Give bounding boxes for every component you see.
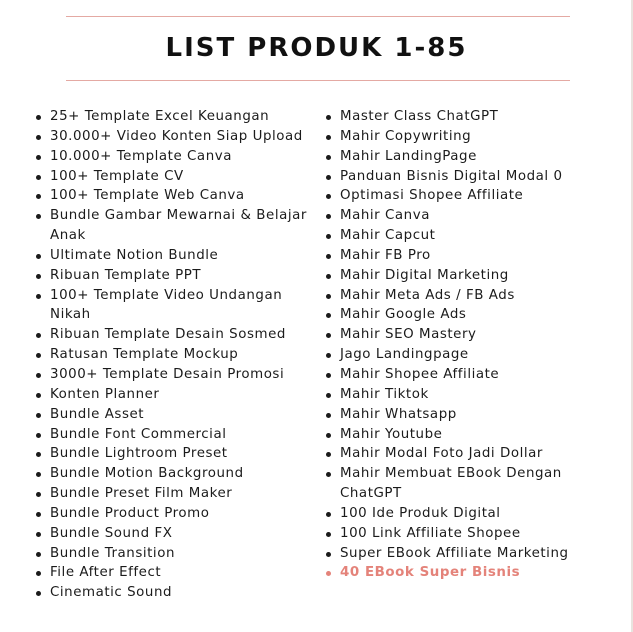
list-item: Bundle Lightroom Preset [34,444,324,464]
bottom-divider [66,80,570,81]
page-title: LIST PRODUK 1-85 [165,33,468,63]
list-item: 100 Link Affiliate Shopee [324,524,624,544]
list-item: Bundle Preset Film Maker [34,484,324,504]
list-item: File After Effect [34,563,324,583]
list-item: Bundle Gambar Mewarnai & Belajar Anak [34,206,324,246]
list-item: 10.000+ Template Canva [34,147,324,167]
list-item: Cinematic Sound [34,583,324,603]
list-item: Optimasi Shopee Affiliate [324,186,624,206]
list-item: 100 Ide Produk Digital [324,504,624,524]
list-item: 100+ Template CV [34,167,324,187]
list-item: 30.000+ Video Konten Siap Upload [34,127,324,147]
product-list-right [324,107,624,583]
list-item: Mahir Meta Ads / FB Ads [324,286,624,306]
list-item: Bundle Asset [34,405,324,425]
list-item: 100+ Template Video Undangan Nikah [34,286,324,326]
list-item: Master Class ChatGPT [324,107,624,127]
list-item: Bundle Product Promo [34,504,324,524]
list-item: Ribuan Template PPT [34,266,324,286]
list-item: Ratusan Template Mockup [34,345,324,365]
list-item: Mahir Copywriting [324,127,624,147]
product-list-left [34,107,324,603]
list-item: Mahir Capcut [324,226,624,246]
list-item: Mahir SEO Mastery [324,325,624,345]
list-item: Super EBook Affiliate Marketing [324,544,624,564]
list-item: Mahir LandingPage [324,147,624,167]
list-item: 100+ Template Web Canva [34,186,324,206]
list-item: Konten Planner [34,385,324,405]
top-divider [66,16,570,17]
list-item: Bundle Motion Background [34,464,324,484]
list-item: Mahir Canva [324,206,624,226]
list-item: Bundle Sound FX [34,524,324,544]
list-item: 3000+ Template Desain Promosi [34,365,324,385]
list-item: Mahir Whatsapp [324,405,624,425]
list-item: Ultimate Notion Bundle [34,246,324,266]
list-item: Mahir FB Pro [324,246,624,266]
list-item: Mahir Shopee Affiliate [324,365,624,385]
list-item: Mahir Tiktok [324,385,624,405]
list-item: Bundle Font Commercial [34,425,324,445]
list-item: Bundle Transition [34,544,324,564]
list-item: Mahir Digital Marketing [324,266,624,286]
list-item: Ribuan Template Desain Sosmed [34,325,324,345]
list-item-highlighted: 40 EBook Super Bisnis [324,563,624,583]
list-item: Mahir Modal Foto Jadi Dollar [324,444,624,464]
list-item: Mahir Youtube [324,425,624,445]
list-item: Jago Landingpage [324,345,624,365]
list-item: Mahir Google Ads [324,305,624,325]
list-item: 25+ Template Excel Keuangan [34,107,324,127]
list-item: Mahir Membuat EBook Dengan ChatGPT [324,464,624,504]
list-item: Panduan Bisnis Digital Modal 0 [324,167,624,187]
